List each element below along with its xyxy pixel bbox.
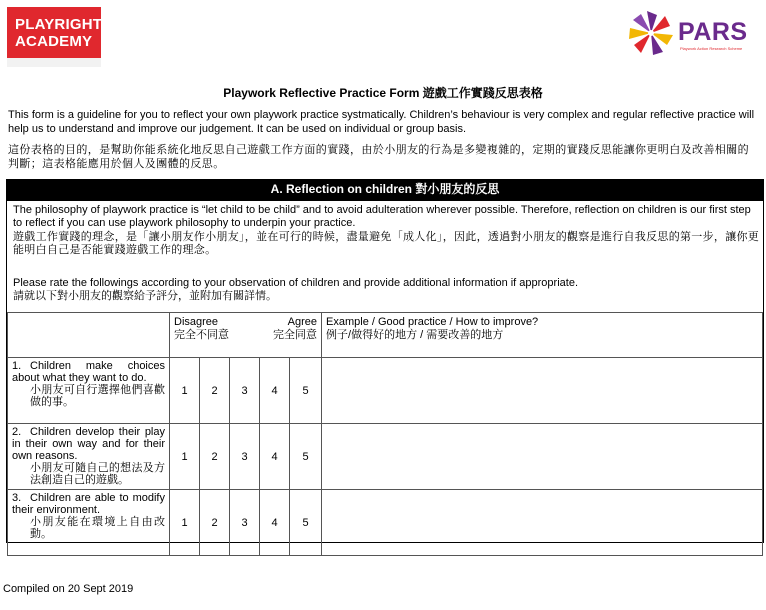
logo-line-2: ACADEMY xyxy=(15,33,93,50)
statement-english: Children are able to modify their environment. xyxy=(12,492,165,516)
rating-row-1 xyxy=(8,358,763,424)
rating-header-row xyxy=(8,313,763,358)
statement-number: 2. xyxy=(12,426,22,438)
philosophy-chinese: 遊戲工作實踐的理念，是「讓小朋友作小朋友」，並在可行的時候，盡量避免「成人化」，因此，透過對小朋友的觀察是進行自我反思的第一步，讓你更能明白自己是否能實踐遊戲工作的理念。 xyxy=(13,231,760,256)
intro-chinese: 這份表格的目的，是幫助你能系統化地反思自己遊戲工作方面的實踐，由於小朋友的行為是多變複雜的，定期的實踐反思能讓你更明白及改善相關的判斷；這表格能應用於個人及團體的反思。 xyxy=(8,144,749,170)
statement-chinese: 小朋友可自行選擇他們喜歡做的事。 xyxy=(30,384,165,408)
statement-english: Children make choices about what they want to do. xyxy=(12,360,165,384)
disagree-label xyxy=(174,316,229,342)
compiled-date: Compiled on 20 Sept 2019 xyxy=(3,583,134,595)
agree-label xyxy=(273,316,317,342)
example-input-cell[interactable] xyxy=(322,358,763,424)
rating-table xyxy=(7,312,763,556)
statement-number: 3. xyxy=(12,492,22,504)
statement-english: Children develop their play in their own way and for their own reasons. xyxy=(12,426,165,462)
rating-option-2[interactable]: 2 xyxy=(200,490,230,556)
statement-chinese: 小朋友能在環境上自由改動。 xyxy=(30,516,165,540)
disagree-label-chinese: 完全不同意 xyxy=(174,329,229,341)
pars-logo xyxy=(626,8,756,58)
statement-cell xyxy=(8,490,170,556)
rating-instructions xyxy=(13,277,761,302)
example-header-chinese: 例子/做得好的地方 / 需要改善的地方 xyxy=(326,329,504,341)
section-a-heading: A. Reflection on children 對小朋友的反思 xyxy=(7,180,763,201)
example-header-english: Example / Good practice / How to improve? xyxy=(326,316,539,328)
rating-instructions-english: Please rate the followings according to your observation of children and provide additional information if appropriate. xyxy=(13,277,579,289)
rating-option-2[interactable]: 2 xyxy=(200,424,230,490)
rating-option-5[interactable]: 5 xyxy=(290,424,322,490)
pars-logo-text: PARS xyxy=(678,18,748,46)
statement-header-cell xyxy=(8,313,170,358)
example-header-cell xyxy=(322,313,763,358)
rating-option-3[interactable]: 3 xyxy=(230,490,260,556)
logo-line-1: PLAYRIGHT xyxy=(15,16,103,33)
form-title: Playwork Reflective Practice Form 遊戲工作實踐反思表格 xyxy=(223,86,543,100)
rating-option-4[interactable]: 4 xyxy=(260,424,290,490)
rating-option-1[interactable]: 1 xyxy=(170,424,200,490)
rating-option-4[interactable]: 4 xyxy=(260,358,290,424)
statement-cell xyxy=(8,358,170,424)
rating-instructions-chinese: 請就以下對小朋友的觀察給予評分，並附加有關詳情。 xyxy=(13,289,277,302)
agree-label-chinese: 完全同意 xyxy=(273,329,318,341)
pinwheel-icon xyxy=(626,8,678,58)
rating-option-3[interactable]: 3 xyxy=(230,358,260,424)
playright-academy-logo xyxy=(7,7,101,67)
rating-option-3[interactable]: 3 xyxy=(230,424,260,490)
statement-cell xyxy=(8,424,170,490)
rating-option-4[interactable]: 4 xyxy=(260,490,290,556)
example-input-cell[interactable] xyxy=(322,424,763,490)
rating-option-5[interactable]: 5 xyxy=(290,358,322,424)
pars-logo-subtitle: Playwork Action Research Scheme xyxy=(680,46,743,51)
philosophy-text xyxy=(13,204,761,256)
disagree-label-english: Disagree xyxy=(174,316,219,328)
philosophy-english: The philosophy of playwork practice is “let child to be child” and to avoid adulteration wherever possible. Therefore, reflection on children is our first step to reflect if you can use playwork philosophy to underpin your practice. xyxy=(13,204,751,229)
scale-header-cell xyxy=(170,313,322,358)
rating-option-2[interactable]: 2 xyxy=(200,358,230,424)
statement-number: 1. xyxy=(12,360,22,372)
section-a xyxy=(6,179,764,543)
rating-row-3 xyxy=(8,490,763,556)
rating-option-1[interactable]: 1 xyxy=(170,358,200,424)
rating-option-5[interactable]: 5 xyxy=(290,490,322,556)
example-input-cell[interactable] xyxy=(322,490,763,556)
agree-label-english: Agree xyxy=(287,316,318,328)
rating-option-1[interactable]: 1 xyxy=(170,490,200,556)
statement-chinese: 小朋友可隨自己的想法及方法創造自己的遊戲。 xyxy=(30,462,165,486)
intro-english: This form is a guideline for you to reflect your own playwork practice systmatically. Children’s behaviour is very complex and regular reflective practice will help us to understand and improve our judgement. It can be used on individual or group basis. xyxy=(8,109,755,135)
rating-row-2 xyxy=(8,424,763,490)
